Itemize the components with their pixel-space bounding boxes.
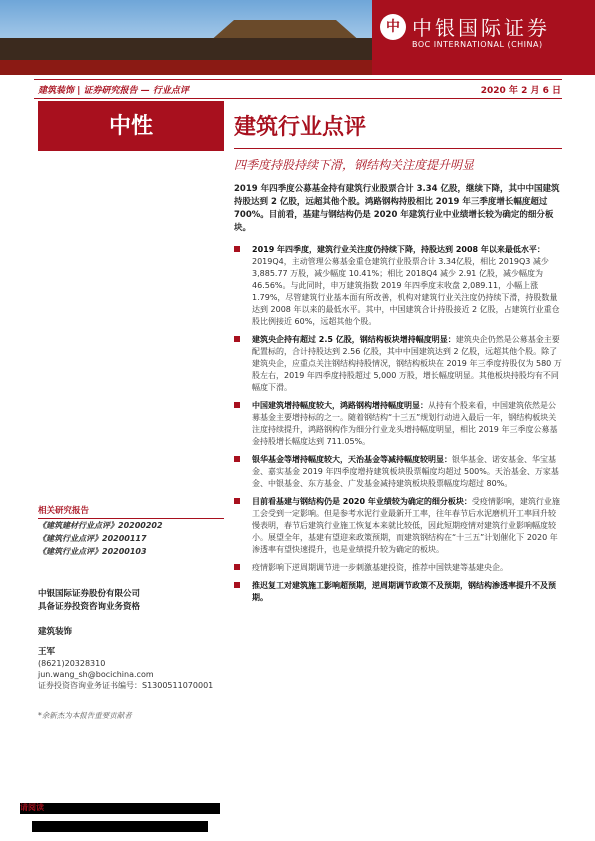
bullet-item	[234, 334, 562, 394]
bullet-item	[234, 562, 562, 574]
analyst-name: 王军	[38, 647, 56, 657]
bullet-body: 银华基金、诺安基金、华宝基金、嘉实基金 2019 年四季度增持建筑板块股票幅度均超过 500%。天治基金、万家基金、中银基金、东方基金、广发基金减持建筑板块股票幅度均超过 80%。	[252, 455, 559, 488]
top-banner	[0, 0, 595, 75]
bullet-list	[234, 244, 562, 610]
boc-logo-icon: 中	[380, 14, 406, 40]
palace-wall	[0, 60, 380, 75]
banner-photo	[0, 0, 380, 75]
bullet-marker-icon	[234, 456, 240, 462]
bullet-head: 中国建筑增持幅度较大，鸿路钢构增持幅度明显：	[252, 401, 428, 410]
footer-redaction-bar	[32, 821, 208, 832]
bullet-item	[234, 454, 562, 490]
bullet-marker-icon	[234, 402, 240, 408]
bullet-item	[234, 580, 562, 604]
header-rule	[34, 79, 562, 80]
brand-name-en: BOC INTERNATIONAL (CHINA)	[412, 40, 543, 49]
analyst-email[interactable]: jun.wang_sh@bocichina.com	[38, 670, 154, 679]
contributor-note: *余新杰为本报告重要贡献者	[38, 711, 132, 720]
bullet-marker-icon	[234, 582, 240, 588]
report-date: 2020 年 2 月 6 日	[480, 86, 561, 96]
company-info	[38, 588, 140, 614]
page-title: 建筑行业点评	[234, 114, 367, 140]
company-name: 中银国际证券股份有限公司	[38, 589, 141, 599]
bullet-head: 建筑央企持有超过 2.5 亿股，钢结构板块增持幅度明显：	[252, 335, 456, 344]
report-category: 建筑装饰 | 证券研究报告 — 行业点评	[38, 86, 189, 96]
page-subtitle: 四季度持股持续下滑，钢结构关注度提升明显	[234, 158, 475, 172]
bullet-marker-icon	[234, 336, 240, 342]
related-report-link[interactable]: 《建筑行业点评》20200103	[38, 547, 147, 556]
bullet-body: 建筑央企仍然是公募基金主要配置标的，合计持股达到 2.56 亿股，其中中国建筑达到 2 亿股，远超其他个股。除了建筑央企，应重点关注钢结构持股情况，钢结构板块在 2019 年三季度持股仅为 580 万股左右，2019 年四季度持股超过 5,000 万股，增长幅度明显。其他板块持股均有不同幅度下滑。	[252, 335, 562, 392]
summary-paragraph: 2019 年四季度公募基金持有建筑行业股票合计 3.34 亿股，继续下降，其中中国建筑持股达到 2 亿股，远超其他个股。鸿路钢构持股相比 2019 年三季度增长幅度超过 700%。目前看，基建与钢结构仍是 2020 年建筑行业中业绩增长较为确定的细分板块。	[234, 184, 560, 233]
related-reports	[38, 504, 224, 558]
bullet-item	[234, 496, 562, 556]
bullet-body: 2019Q4，主动管理公募基金重仓建筑行业股票合计 3.34亿股，相比 2019Q3 减少 3,885.77 万股，减少幅度 10.41%；相比 2018Q4 减少 2.91 亿股，减少幅度为 46.56%。与此同时，申万建筑指数 2019 年四季度末收盘 2,089.11，小幅上涨 1.79%，尽管建筑行业基本面有所改善，机构对建筑行业关注度仍持续下滑，持股数量达到 2008 年以来的最低水平。其中，中国建筑合计持股接近 2 亿股，占建筑行业重仓股比例接近 60%，远超其他个股。	[252, 257, 560, 326]
bullet-head: 推迟复工对建筑施工影响超预期，逆周期调节政策不及预期，钢结构渗透率提升不及预期。	[252, 581, 556, 602]
bullet-head: 目前看基建与钢结构仍是 2020 年业绩较为确定的细分板块：	[252, 497, 472, 506]
bullet-head: 2019 年四季度，建筑行业关注度仍持续下降，持股达到 2008 年以来最低水平：	[252, 245, 545, 254]
header-rule-bottom	[34, 98, 562, 99]
bullet-item	[234, 244, 562, 328]
footer-disclaimer-link[interactable]: 请阅读	[20, 803, 44, 812]
bullet-marker-icon	[234, 246, 240, 252]
palace-roof-top	[200, 20, 370, 38]
title-rule	[234, 148, 562, 149]
bullet-marker-icon	[234, 564, 240, 570]
company-qualification: 具备证券投资咨询业务资格	[38, 602, 141, 612]
bullet-item	[234, 400, 562, 448]
bullet-marker-icon	[234, 498, 240, 504]
related-report-link[interactable]: 《建筑行业点评》20200117	[38, 534, 147, 543]
brand-name-cn: 中银国际证券	[412, 16, 550, 40]
analyst-info	[38, 647, 213, 691]
bullet-body: 受疫情影响，建筑行业施工会受到一定影响。但是参考水泥行业最新开工率，往年春节后水泥磨机开工率回升较慢表明，春节后建筑行业施工恢复本来就比较低，因此短期疫情对建筑行业影响幅度较小。展望全年，基建有望迎来政策预期，而建筑钢结构在“十三五”计划催化下 2020 年渗透率有望快速提升，也是业绩提升较为确定的板块。	[252, 497, 560, 554]
footer-redaction-bar	[20, 803, 220, 814]
bullet-body: 疫情影响下逆周期调节进一步刺激基建投资，推荐中国铁建等基建央企。	[252, 563, 508, 572]
analyst-cert: 证券投资咨询业务证书编号：S1300511070001	[38, 681, 214, 690]
bullet-body: 从持有个股来看，中国建筑依然是公募基金主要增持标的之一。随着钢结构“十三五”规划行动进入最后一年，钢结构板块关注度持续提升，鸿路钢构作为细分行业龙头增持幅度明显，相比 2019 年三季度公募基金持股增长幅度达到 711.05%。	[252, 401, 558, 446]
related-report-link[interactable]: 《建筑建材行业点评》20200202	[38, 521, 163, 530]
bullet-head: 银华基金等增持幅度较大，天治基金等减持幅度较明显：	[252, 455, 452, 464]
analyst-phone: (8621)20328310	[38, 659, 106, 668]
sector-label: 建筑装饰	[38, 627, 73, 637]
related-reports-heading: 相关研究报告	[38, 504, 224, 519]
rating-badge: 中性	[38, 101, 224, 151]
